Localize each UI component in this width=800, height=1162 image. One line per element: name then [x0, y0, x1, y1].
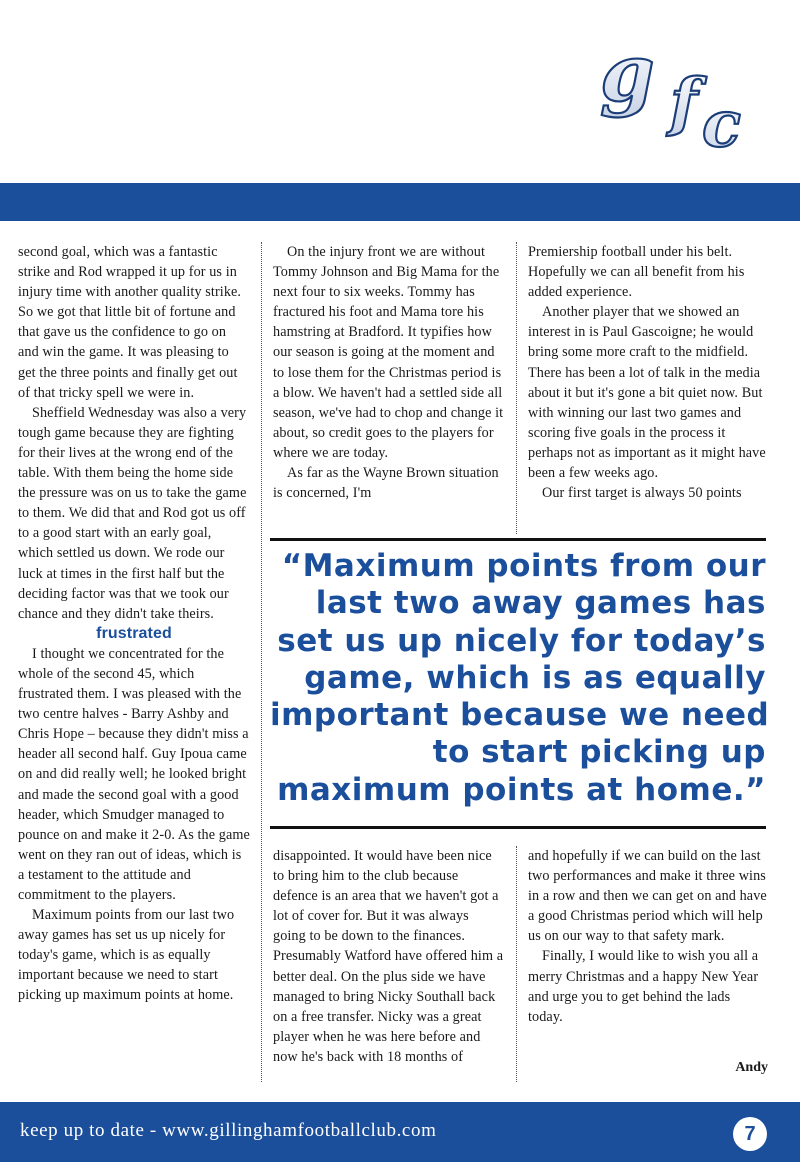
article-column-1 — [18, 242, 250, 1006]
paragraph: Another player that we showed an interest in is Paul Gascoigne; he would bring some more craft to the midfield. There has been a lot of talk in the media about it but it's gone a bit quiet now. But with winning our last two games and scoring five goals in the process it perhaps not as important as it might have been a few weeks ago. — [528, 304, 766, 482]
column-divider — [261, 242, 262, 1082]
column-divider — [516, 242, 517, 534]
paragraph: Our first target is always 50 points — [542, 485, 742, 502]
paragraph: On the injury front we are without Tommy Johnson and Big Mama for the next four to six weeks. Tommy has fractured his foot and Mama tore his hamstring at Bradford. It typifies how our season is going at the moment and to lose them for the Christmas period is a blow. We haven't had a settled side all season, we've had to chop and change it about, so credit goes to the players for where we are today. — [273, 244, 504, 461]
pull-quote — [270, 548, 770, 809]
svg-text:c: c — [702, 87, 741, 158]
article-column-3-bottom — [528, 846, 768, 1027]
paragraph: Maximum points from our last two away games has set us up nicely for today's game, which is as equally important because we need to start picking up maximum points at home. — [18, 907, 235, 1004]
quote-rule-bottom — [270, 826, 766, 829]
quote-line: important because we need — [270, 697, 770, 734]
article-column-3-top — [528, 242, 768, 503]
quote-line: “Maximum points from our — [281, 548, 766, 584]
page-number: 7 — [733, 1117, 767, 1151]
svg-text:f: f — [670, 65, 698, 140]
author-signature: Andy — [735, 1060, 768, 1075]
paragraph: I thought we concentrated for the whole of the second 45, which frustrated them. I was pleased with the two centre halves - Barry Ashby and Chris Hope – because they didn't miss a header all second half. Guy Ipoua came on and did really well; he looked bright and made the second goal with a good header, which Smudger managed to pounce on and make it 2-0. As the game went on they ran out of ideas, which is a testament to the attitude and commitment to the players. — [18, 645, 250, 903]
header-band — [0, 183, 800, 221]
paragraph: second goal, which was a fantastic strike and Rod wrapped it up for us in injury time with another quality strike. So we got that little bit of fortune and that gave us the confidence to go on and win the game. It was pleasing to get the three points and finally get out of that tricky spell we were in. — [18, 244, 242, 401]
paragraph: As far as the Wayne Brown situation is concerned, I'm — [273, 465, 499, 502]
club-logo — [582, 38, 782, 158]
quote-rule-top — [270, 538, 766, 541]
paragraph: Finally, I would like to wish you all a merry Christmas and a happy New Year and urge you to get behind the lads today. — [528, 948, 759, 1025]
article-column-2-top — [273, 242, 505, 503]
article-column-2-bottom — [273, 846, 505, 1067]
quote-line: last two away games has — [315, 585, 766, 622]
quote-line: game, which is as equally — [304, 659, 766, 696]
quote-line: maximum points at home.” — [277, 771, 766, 808]
svg-text:g: g — [600, 38, 655, 119]
quote-line: set us up nicely for today’s — [277, 622, 766, 659]
paragraph: disappointed. It would have been nice to bring him to the club because defence is an area that we haven't got a lot of cover for. But it was always going to be down to the finances. Presumably Watford have offered him a better deal. On the plus side we have managed to bring Nicky Southall back on a free transfer. Nicky was a great player when he was here before and now he's back with 18 months of — [273, 848, 504, 1065]
footer-website: keep up to date - www.gillinghamfootballclub.com — [20, 1120, 437, 1141]
paragraph: and hopefully if we can build on the last two performances and make it three wins in a row and then we can get on and have a good Christmas period which will help us on our way to that safety mark. — [528, 848, 767, 945]
section-heading: frustrated — [96, 624, 172, 642]
paragraph: Sheffield Wednesday was also a very tough game because they are fighting for their lives at the wrong end of the table. With them being the home side the pressure was on us to take the game to them. We did that and Rod got us off to a good start with an early goal, which settled us down. We rode our luck at times in the first half but the deciding factor was that we took our chance and they didn't take theirs. — [18, 404, 247, 622]
quote-line: to start picking up — [432, 734, 766, 771]
paragraph: Premiership football under his belt. Hopefully we can all benefit from his added experience. — [528, 244, 745, 301]
column-divider — [516, 846, 517, 1082]
